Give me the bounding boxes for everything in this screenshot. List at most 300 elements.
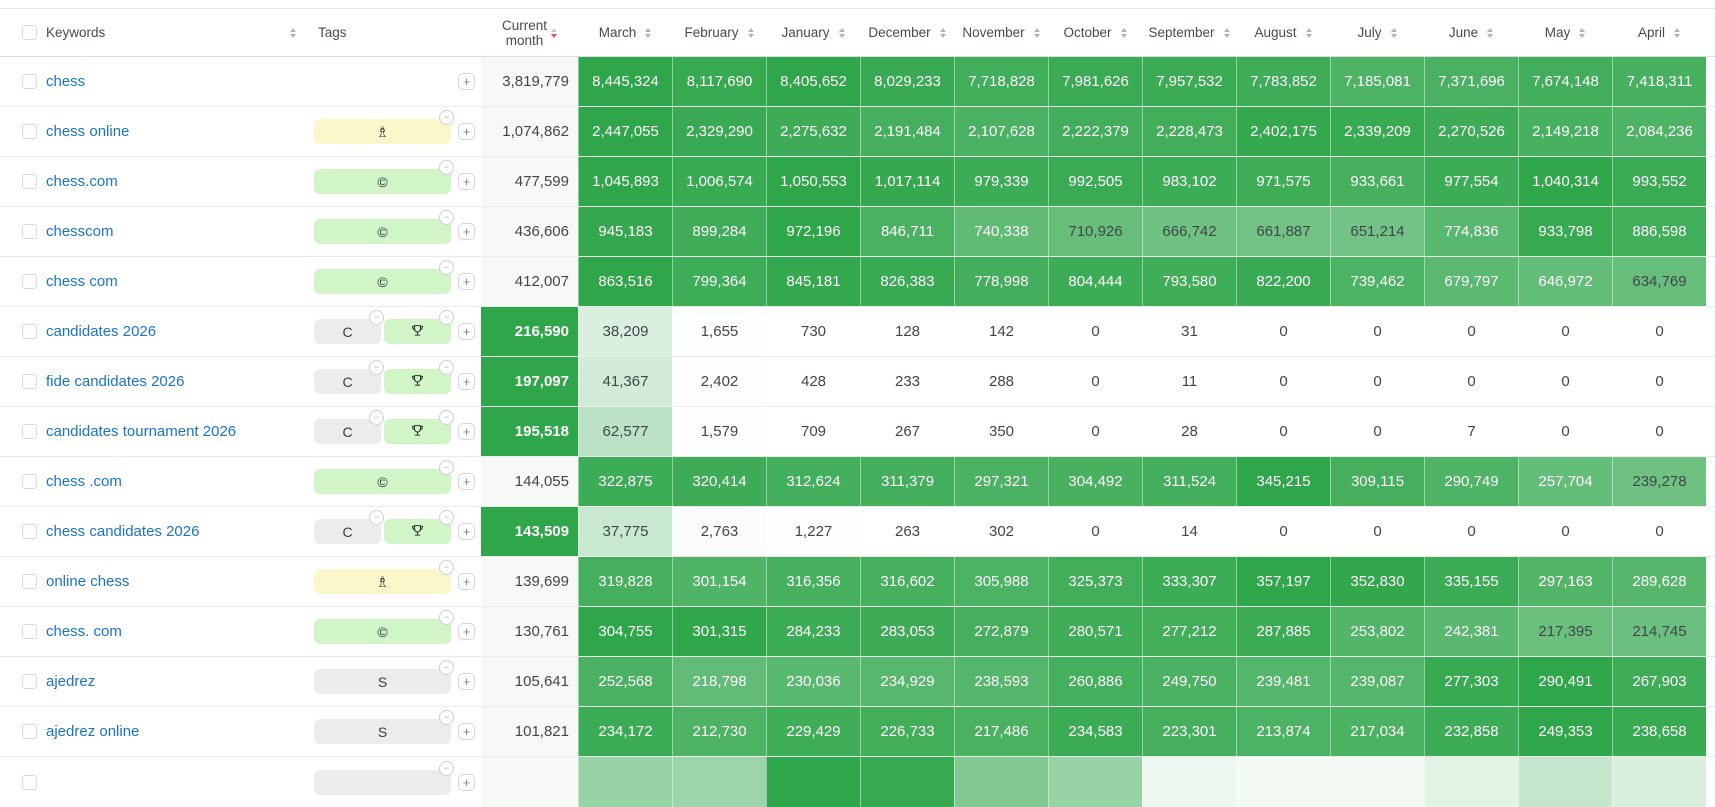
month-value-cell: 822,200 xyxy=(1236,257,1330,306)
month-value-cell: 2,084,236 xyxy=(1612,107,1706,156)
month-column-header[interactable] xyxy=(1612,9,1706,56)
checkbox-cell xyxy=(0,307,46,356)
remove-tag-icon[interactable]: − xyxy=(439,160,454,175)
month-value-cell: 863,516 xyxy=(578,257,672,306)
month-value-cell: 302 xyxy=(954,507,1048,556)
month-value-cell: 793,580 xyxy=(1142,257,1236,306)
tag-pill[interactable] xyxy=(314,312,381,344)
tag-list xyxy=(314,262,451,294)
month-column-header[interactable] xyxy=(1330,9,1424,56)
month-value-cell: 1,050,553 xyxy=(766,157,860,206)
keyword-cell xyxy=(46,707,306,756)
add-tag-button[interactable] xyxy=(458,73,475,90)
month-value-cell: 2,402 xyxy=(672,357,766,406)
remove-tag-icon[interactable]: − xyxy=(369,410,384,425)
tag-list xyxy=(314,362,451,394)
month-value-cell: 799,364 xyxy=(672,257,766,306)
top-spacer xyxy=(0,0,1715,8)
month-column-header[interactable] xyxy=(1424,9,1518,56)
remove-tag-icon[interactable]: − xyxy=(439,761,454,776)
month-value-cell: 972,196 xyxy=(766,207,860,256)
month-value-cell: 739,462 xyxy=(1330,257,1424,306)
trophy-icon xyxy=(410,523,425,538)
table-row-partial xyxy=(0,757,1715,807)
current-month-value-cell: 143,509 xyxy=(481,507,578,556)
plus-icon: + xyxy=(462,474,471,489)
month-value-cell: 666,742 xyxy=(1142,207,1236,256)
tag-list xyxy=(314,762,451,795)
month-value-cell: 319,828 xyxy=(578,557,672,606)
month-value-cell: 845,181 xyxy=(766,257,860,306)
month-value-cell: 0 xyxy=(1236,507,1330,556)
month-value-cell: 2,763 xyxy=(672,507,766,556)
remove-tag-icon[interactable]: − xyxy=(439,460,454,475)
month-value-cell: 217,395 xyxy=(1518,607,1612,656)
month-value-cell: 267 xyxy=(860,407,954,456)
tag-label: S xyxy=(377,673,388,690)
keyword-link[interactable]: candidates tournament 2026 xyxy=(46,423,237,440)
month-value-cell: 8,117,690 xyxy=(672,57,766,106)
tag-list xyxy=(314,662,451,694)
month-value-cell: 0 xyxy=(1048,357,1142,406)
row-checkbox[interactable] xyxy=(22,174,37,189)
keyword-cell xyxy=(46,657,306,706)
remove-tag-icon[interactable]: − xyxy=(439,360,454,375)
row-checkbox[interactable] xyxy=(22,775,37,790)
tag-pill[interactable] xyxy=(384,312,451,344)
month-value-cell: 2,447,055 xyxy=(578,107,672,156)
plus-icon: + xyxy=(462,274,471,289)
trophy-icon xyxy=(410,373,425,388)
month-header-label: November xyxy=(962,25,1025,40)
remove-tag-icon[interactable]: − xyxy=(439,710,454,725)
month-value-cell: 1,227 xyxy=(766,507,860,556)
month-value-cell: 7 xyxy=(1424,407,1518,456)
copyright-icon: © xyxy=(377,223,388,240)
tag-list xyxy=(314,112,451,144)
keyword-link[interactable]: fide candidates 2026 xyxy=(46,373,185,390)
table-row xyxy=(0,357,1715,407)
chess-bishop-icon: ♗ xyxy=(375,122,390,141)
remove-tag-icon[interactable]: − xyxy=(439,610,454,625)
tags-cell xyxy=(306,757,455,807)
tag-list xyxy=(314,562,451,594)
add-tag-button[interactable] xyxy=(458,173,475,190)
month-value-cell: 0 xyxy=(1330,407,1424,456)
plus-icon: + xyxy=(462,624,471,639)
current-month-value-cell: 144,055 xyxy=(481,457,578,506)
sort-icon xyxy=(1224,28,1230,38)
tag-pill[interactable] xyxy=(314,562,451,594)
tag-pill[interactable] xyxy=(314,412,381,444)
tag-pill[interactable] xyxy=(314,662,451,694)
remove-tag-icon[interactable]: − xyxy=(439,410,454,425)
row-checkbox[interactable] xyxy=(22,324,37,339)
current-month-value-cell: 1,074,862 xyxy=(481,107,578,156)
remove-tag-icon[interactable]: − xyxy=(439,110,454,125)
month-value-cell: 2,107,628 xyxy=(954,107,1048,156)
tag-label: C xyxy=(342,323,353,340)
month-value-cell: 28 xyxy=(1142,407,1236,456)
month-column-header[interactable] xyxy=(1518,9,1612,56)
table-row xyxy=(0,557,1715,607)
tags-cell xyxy=(306,307,455,356)
month-column-header[interactable] xyxy=(578,9,672,56)
add-tag-button[interactable] xyxy=(458,473,475,490)
tag-pill[interactable] xyxy=(384,362,451,394)
tag-list xyxy=(314,412,451,444)
month-value-cell: 297,321 xyxy=(954,457,1048,506)
row-checkbox[interactable] xyxy=(22,624,37,639)
month-value-cell: 333,307 xyxy=(1142,557,1236,606)
month-value-cell: 253,802 xyxy=(1330,607,1424,656)
tags-column-header xyxy=(306,9,455,56)
add-tag-cell xyxy=(455,57,481,106)
remove-tag-icon[interactable]: − xyxy=(369,360,384,375)
add-tag-button[interactable] xyxy=(458,523,475,540)
month-value-cell: 11 xyxy=(1142,357,1236,406)
month-header-label: January xyxy=(781,25,830,40)
tags-cell xyxy=(306,557,455,606)
month-value-cell: 0 xyxy=(1048,307,1142,356)
month-column-header[interactable] xyxy=(766,9,860,56)
month-value-cell: 217,034 xyxy=(1330,707,1424,756)
checkbox-cell xyxy=(0,157,46,206)
month-header-label: August xyxy=(1254,25,1297,40)
month-value-cell xyxy=(1330,757,1424,807)
month-value-cell: 979,339 xyxy=(954,157,1048,206)
current-month-value-cell: 101,821 xyxy=(481,707,578,756)
keyword-link[interactable]: ajedrez online xyxy=(46,723,140,740)
copyright-icon: © xyxy=(377,473,388,490)
plus-icon: + xyxy=(462,424,471,439)
month-value-cell: 0 xyxy=(1612,357,1706,406)
current-month-column-header[interactable] xyxy=(481,9,578,56)
keyword-cell xyxy=(46,607,306,656)
sort-icon xyxy=(1674,28,1680,38)
month-header-label: December xyxy=(868,25,931,40)
add-tag-cell xyxy=(455,707,481,756)
month-value-cell: 38,209 xyxy=(578,307,672,356)
keyword-cell xyxy=(46,357,306,406)
sort-icon xyxy=(1487,28,1493,38)
tags-cell xyxy=(306,107,455,156)
month-value-cell xyxy=(860,757,954,807)
tag-pill[interactable] xyxy=(384,512,451,544)
tag-label: S xyxy=(377,723,388,740)
month-value-cell: 2,329,290 xyxy=(672,107,766,156)
remove-tag-icon[interactable]: − xyxy=(439,310,454,325)
checkbox-cell xyxy=(0,357,46,406)
month-value-cell: 2,402,175 xyxy=(1236,107,1330,156)
month-value-cell: 2,270,526 xyxy=(1424,107,1518,156)
header-checkbox-cell xyxy=(0,9,46,56)
month-value-cell: 352,830 xyxy=(1330,557,1424,606)
current-month-label-line1: Current xyxy=(501,17,547,33)
month-value-cell: 263 xyxy=(860,507,954,556)
tag-pill[interactable] xyxy=(384,412,451,444)
month-value-cell: 0 xyxy=(1330,507,1424,556)
checkbox-cell xyxy=(0,107,46,156)
month-column-header[interactable] xyxy=(860,9,954,56)
trophy-icon xyxy=(410,323,425,338)
current-month-value-cell: 3,819,779 xyxy=(481,57,578,106)
checkbox-cell xyxy=(0,507,46,556)
plus-icon: + xyxy=(462,74,471,89)
current-month-value-cell: 477,599 xyxy=(481,157,578,206)
month-value-cell: 2,149,218 xyxy=(1518,107,1612,156)
month-value-cell: 230,036 xyxy=(766,657,860,706)
remove-tag-icon[interactable]: − xyxy=(439,210,454,225)
month-column-header[interactable] xyxy=(1048,9,1142,56)
row-checkbox[interactable] xyxy=(22,124,37,139)
keyword-link[interactable]: chess. com xyxy=(46,623,122,640)
row-checkbox[interactable] xyxy=(22,274,37,289)
month-value-cell: 1,045,893 xyxy=(578,157,672,206)
month-value-cell: 0 xyxy=(1518,357,1612,406)
month-value-cell: 0 xyxy=(1424,357,1518,406)
tag-pill[interactable] xyxy=(314,362,381,394)
add-tag-cell xyxy=(455,757,481,807)
month-value-cell: 933,798 xyxy=(1518,207,1612,256)
plus-icon: + xyxy=(462,524,471,539)
month-value-cell: 41,367 xyxy=(578,357,672,406)
month-value-cell: 229,429 xyxy=(766,707,860,756)
month-value-cell xyxy=(578,757,672,807)
row-checkbox[interactable] xyxy=(22,674,37,689)
remove-tag-icon[interactable]: − xyxy=(439,510,454,525)
month-value-cell: 277,303 xyxy=(1424,657,1518,706)
tag-pill[interactable] xyxy=(314,512,381,544)
add-tag-cell xyxy=(455,507,481,556)
month-value-cell: 242,381 xyxy=(1424,607,1518,656)
add-tag-button[interactable] xyxy=(458,573,475,590)
month-value-cell: 8,029,233 xyxy=(860,57,954,106)
table-row xyxy=(0,57,1715,107)
month-value-cell: 977,554 xyxy=(1424,157,1518,206)
add-tag-cell xyxy=(455,307,481,356)
month-value-cell: 280,571 xyxy=(1048,607,1142,656)
plus-icon: + xyxy=(462,774,471,790)
select-all-checkbox[interactable] xyxy=(22,25,37,40)
checkbox-cell xyxy=(0,707,46,756)
tag-pill[interactable] xyxy=(314,262,451,294)
month-value-cell: 214,745 xyxy=(1612,607,1706,656)
table-row xyxy=(0,207,1715,257)
table-body xyxy=(0,57,1715,807)
month-value-cell: 710,926 xyxy=(1048,207,1142,256)
keyword-link[interactable]: chess.com xyxy=(46,173,118,190)
month-value-cell xyxy=(766,757,860,807)
month-value-cell: 290,749 xyxy=(1424,457,1518,506)
month-value-cell xyxy=(954,757,1048,807)
row-checkbox[interactable] xyxy=(22,474,37,489)
month-value-cell: 238,593 xyxy=(954,657,1048,706)
month-column-header[interactable] xyxy=(672,9,766,56)
add-tag-button[interactable] xyxy=(458,123,475,140)
tag-pill[interactable] xyxy=(314,462,451,494)
month-value-cell xyxy=(1142,757,1236,807)
month-value-cell: 0 xyxy=(1612,307,1706,356)
month-value-cell: 0 xyxy=(1612,507,1706,556)
month-column-header[interactable] xyxy=(1236,9,1330,56)
month-value-cell: 0 xyxy=(1236,357,1330,406)
month-value-cell: 0 xyxy=(1518,507,1612,556)
month-value-cell: 846,711 xyxy=(860,207,954,256)
month-value-cell: 212,730 xyxy=(672,707,766,756)
add-tag-button[interactable] xyxy=(458,774,475,791)
month-value-cell: 14 xyxy=(1142,507,1236,556)
keyword-link[interactable]: chess .com xyxy=(46,473,122,490)
remove-tag-icon[interactable]: − xyxy=(439,560,454,575)
keyword-link[interactable]: online chess xyxy=(46,573,130,590)
month-value-cell: 290,491 xyxy=(1518,657,1612,706)
month-value-cell: 311,379 xyxy=(860,457,954,506)
tag-pill[interactable] xyxy=(314,112,451,144)
tag-pill[interactable] xyxy=(314,712,451,744)
add-tag-button[interactable] xyxy=(458,673,475,690)
table-row xyxy=(0,507,1715,557)
month-value-cell: 289,628 xyxy=(1612,557,1706,606)
month-value-cell: 983,102 xyxy=(1142,157,1236,206)
month-value-cell: 7,418,311 xyxy=(1612,57,1706,106)
month-value-cell: 288 xyxy=(954,357,1048,406)
month-header-label: April xyxy=(1637,25,1665,40)
month-value-cell: 128 xyxy=(860,307,954,356)
remove-tag-icon[interactable]: − xyxy=(439,260,454,275)
checkbox-cell xyxy=(0,207,46,256)
tag-list xyxy=(314,512,451,544)
month-value-cell: 335,155 xyxy=(1424,557,1518,606)
add-tag-button[interactable] xyxy=(458,223,475,240)
keyword-link[interactable]: chess xyxy=(46,73,86,90)
add-tag-cell xyxy=(455,257,481,306)
add-tag-button[interactable] xyxy=(458,423,475,440)
month-value-cell: 7,957,532 xyxy=(1142,57,1236,106)
tag-label: C xyxy=(342,523,353,540)
month-value-cell: 804,444 xyxy=(1048,257,1142,306)
month-column-header[interactable] xyxy=(954,9,1048,56)
month-value-cell: 239,278 xyxy=(1612,457,1706,506)
month-value-cell: 260,886 xyxy=(1048,657,1142,706)
month-value-cell: 305,988 xyxy=(954,557,1048,606)
month-value-cell: 234,172 xyxy=(578,707,672,756)
keyword-link[interactable]: chesscom xyxy=(46,223,114,240)
trophy-icon xyxy=(410,423,425,438)
tags-cell xyxy=(306,357,455,406)
month-value-cell: 311,524 xyxy=(1142,457,1236,506)
month-column-header[interactable] xyxy=(1142,9,1236,56)
month-value-cell: 1,655 xyxy=(672,307,766,356)
row-checkbox[interactable] xyxy=(22,424,37,439)
row-checkbox[interactable] xyxy=(22,224,37,239)
keyword-cell xyxy=(46,257,306,306)
month-value-cell: 267,903 xyxy=(1612,657,1706,706)
current-month-label-line2: month xyxy=(505,32,544,48)
month-value-cell: 634,769 xyxy=(1612,257,1706,306)
row-checkbox[interactable] xyxy=(22,374,37,389)
add-tag-button[interactable] xyxy=(458,623,475,640)
row-checkbox[interactable] xyxy=(22,524,37,539)
tag-pill[interactable] xyxy=(314,162,451,194)
tag-pill[interactable] xyxy=(314,762,451,795)
month-value-cell: 226,733 xyxy=(860,707,954,756)
month-value-cell: 2,222,379 xyxy=(1048,107,1142,156)
month-value-cell: 284,233 xyxy=(766,607,860,656)
month-value-cell: 325,373 xyxy=(1048,557,1142,606)
keyword-cell xyxy=(46,757,306,807)
chess-bishop-icon: ♗ xyxy=(375,572,390,591)
row-checkbox[interactable] xyxy=(22,74,37,89)
add-tag-button[interactable] xyxy=(458,723,475,740)
add-tag-column-header xyxy=(455,9,481,56)
month-value-cell: 8,445,324 xyxy=(578,57,672,106)
row-checkbox[interactable] xyxy=(22,724,37,739)
month-value-cell xyxy=(1048,757,1142,807)
month-value-cell: 249,353 xyxy=(1518,707,1612,756)
add-tag-button[interactable] xyxy=(458,323,475,340)
month-value-cell: 646,972 xyxy=(1518,257,1612,306)
add-tag-button[interactable] xyxy=(458,273,475,290)
tag-list xyxy=(314,612,451,644)
month-value-cell: 142 xyxy=(954,307,1048,356)
month-value-cell: 345,215 xyxy=(1236,457,1330,506)
plus-icon: + xyxy=(462,124,471,139)
current-month-value-cell: 139,699 xyxy=(481,557,578,606)
sort-icon xyxy=(839,28,845,38)
month-value-cell: 1,579 xyxy=(672,407,766,456)
tags-cell xyxy=(306,257,455,306)
table-row xyxy=(0,307,1715,357)
current-month-value-cell xyxy=(481,757,578,807)
remove-tag-icon[interactable]: − xyxy=(369,310,384,325)
plus-icon: + xyxy=(462,724,471,739)
checkbox-cell xyxy=(0,607,46,656)
table-row xyxy=(0,707,1715,757)
keyword-link[interactable]: chess com xyxy=(46,273,118,290)
row-checkbox[interactable] xyxy=(22,574,37,589)
keyword-link[interactable]: chess online xyxy=(46,123,130,140)
month-header-label: May xyxy=(1544,25,1571,40)
month-value-cell: 826,383 xyxy=(860,257,954,306)
current-month-value-cell: 197,097 xyxy=(481,357,578,406)
tags-cell xyxy=(306,457,455,506)
table-row xyxy=(0,257,1715,307)
add-tag-cell xyxy=(455,407,481,456)
keyword-link[interactable]: chess candidates 2026 xyxy=(46,523,200,540)
keywords-column-header[interactable] xyxy=(46,9,306,56)
checkbox-cell xyxy=(0,257,46,306)
keyword-cell xyxy=(46,207,306,256)
month-value-cell: 0 xyxy=(1330,307,1424,356)
tag-list xyxy=(314,312,451,344)
month-value-cell: 0 xyxy=(1424,507,1518,556)
tag-pill[interactable] xyxy=(314,212,451,244)
remove-tag-icon[interactable]: − xyxy=(369,510,384,525)
tags-header-label: Tags xyxy=(318,25,347,40)
remove-tag-icon[interactable]: − xyxy=(439,660,454,675)
current-month-value-cell: 195,518 xyxy=(481,407,578,456)
copyright-icon: © xyxy=(377,623,388,640)
month-value-cell: 992,505 xyxy=(1048,157,1142,206)
keyword-link[interactable]: candidates 2026 xyxy=(46,323,157,340)
add-tag-button[interactable] xyxy=(458,373,475,390)
add-tag-cell xyxy=(455,157,481,206)
month-value-cell: 651,214 xyxy=(1330,207,1424,256)
keyword-link[interactable]: ajedrez xyxy=(46,673,96,690)
tag-pill[interactable] xyxy=(314,612,451,644)
sort-icon xyxy=(940,28,946,38)
